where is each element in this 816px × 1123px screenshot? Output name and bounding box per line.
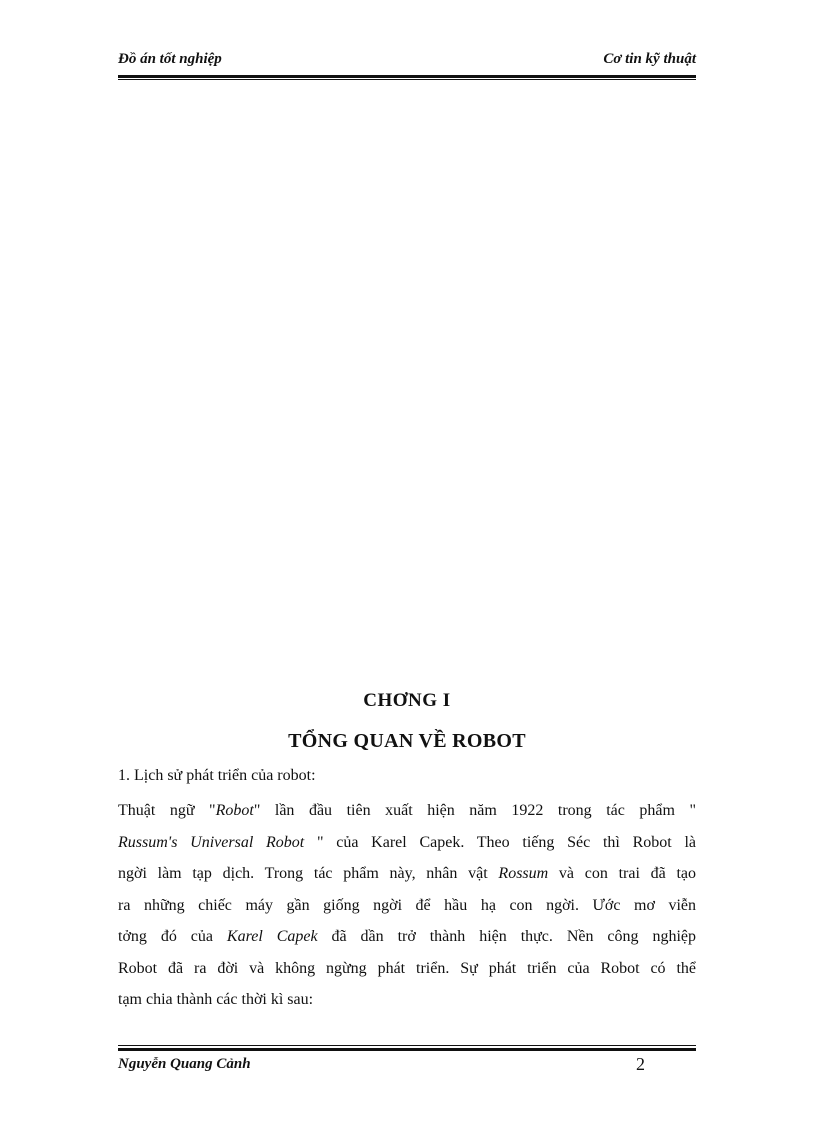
- body-text: ra những chiếc máy gần giống ngời để hầu hạ con ngời. Ước mơ viễn: [118, 896, 696, 914]
- chapter-title: TỔNG QUAN VỀ ROBOT: [288, 730, 526, 752]
- body-line: [118, 984, 696, 1016]
- body-text: " lần đầu tiên xuất hiện năm 1922 trong tác phẩm ": [253, 802, 696, 819]
- body-text: đã dần trở thành hiện thực. Nền công nghiệp: [317, 928, 697, 945]
- body-line: [118, 953, 696, 985]
- body-paragraph: [118, 795, 696, 1016]
- body-line: [118, 795, 696, 827]
- body-text: ngời làm tạp dịch. Trong tác phẩm này, nhân vật: [118, 865, 499, 882]
- body-italic-text: Russum's Universal Robot: [118, 833, 305, 851]
- page-number: 2: [636, 1054, 645, 1074]
- header-right-title: Cơ tin kỹ thuật: [603, 51, 696, 67]
- body-line: [118, 921, 696, 953]
- body-line: [118, 858, 696, 890]
- section-heading: 1. Lịch sử phát triển của robot:: [118, 767, 316, 784]
- body-italic-text: Rossum: [498, 865, 549, 882]
- body-italic-text: Karel Capek: [226, 928, 318, 945]
- body-text: Robot đã ra đời và không ngừng phát triển. Sự phát triển của Robot có thể: [118, 959, 696, 977]
- body-text: Thuật ngữ ": [118, 802, 216, 819]
- body-line: [118, 827, 696, 859]
- body-text: " của Karel Capek. Theo tiếng Séc thì Robot là: [304, 833, 697, 851]
- page-header: [118, 51, 696, 73]
- header-rule-thick: [118, 75, 696, 78]
- body-text: và con trai đã tạo: [548, 865, 697, 882]
- body-line: [118, 890, 696, 922]
- body-text: tởng đó của: [118, 928, 227, 945]
- header-left-title: Đồ án tốt nghiệp: [118, 51, 222, 67]
- footer-author: Nguyễn Quang Cảnh: [118, 1056, 251, 1072]
- body-text: tạm chia thành các thời kì sau:: [118, 991, 314, 1008]
- header-rule-thin: [118, 79, 696, 80]
- footer-rule-thin: [118, 1045, 696, 1046]
- footer-rule-thick: [118, 1048, 696, 1051]
- body-italic-text: Robot: [215, 802, 254, 819]
- chapter-number: CHƠNG I: [363, 690, 451, 711]
